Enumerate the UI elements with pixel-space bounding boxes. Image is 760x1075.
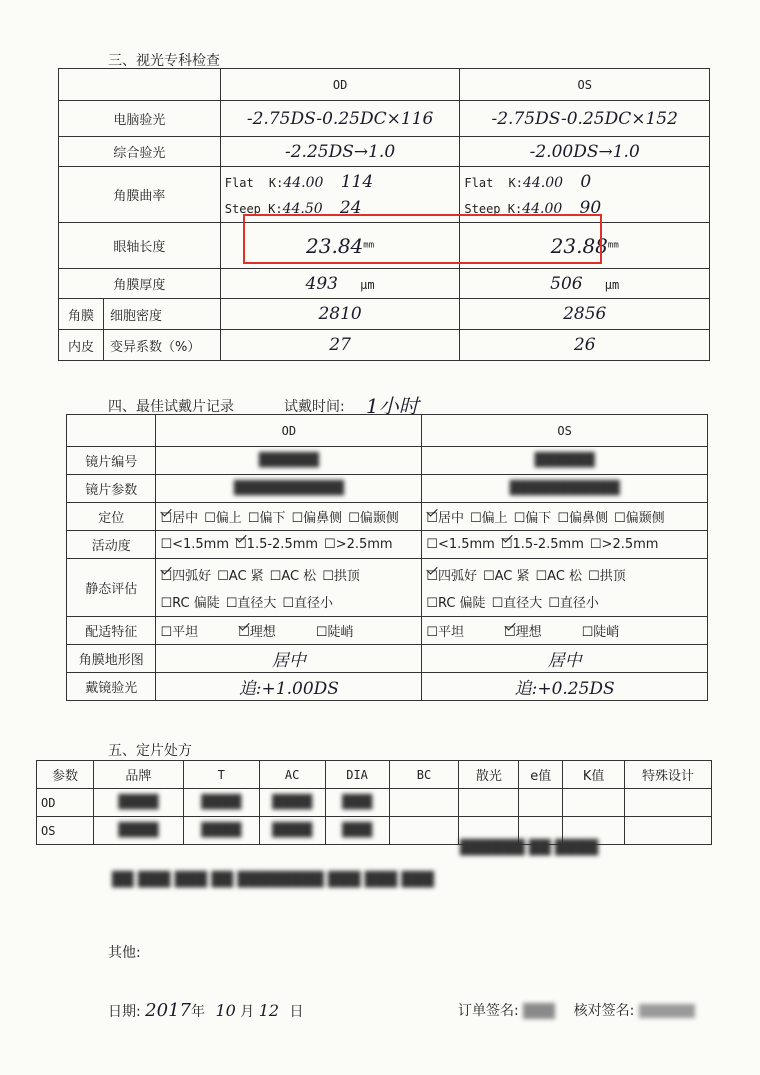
od-fit-options <box>156 617 422 645</box>
od-flat-line: Flat K:44.00 114 <box>224 171 374 192</box>
row-label: 角膜地形图 <box>67 645 156 673</box>
empty-box-icon: ☐ <box>324 537 336 552</box>
empty-box-icon: ☐ <box>426 595 438 611</box>
date-label: 日期: <box>108 1004 141 1020</box>
special-cell <box>625 789 712 817</box>
trial-time-value: 1小时 <box>366 394 419 418</box>
header-t: T <box>183 761 259 789</box>
checkbox-label: 理想 <box>249 625 276 640</box>
date-month: 10 <box>215 1001 236 1020</box>
checkbox-option[interactable] <box>470 511 508 526</box>
checkbox-option[interactable] <box>291 511 342 526</box>
header-dia: DIA <box>325 761 389 789</box>
od-thickness: 493 μm <box>220 269 460 299</box>
empty-box-icon: ☐ <box>426 625 438 640</box>
checkbox-label: 拱顶 <box>599 568 626 584</box>
corneal-thickness-row <box>59 269 710 299</box>
checkbox-label: 平坦 <box>437 625 464 640</box>
checkbox-option[interactable] <box>588 569 626 584</box>
checkbox-option[interactable] <box>614 511 665 526</box>
os-centration-options <box>422 503 708 531</box>
header-param: 参数 <box>37 761 94 789</box>
checkbox-option[interactable] <box>483 569 530 584</box>
other-label: 其他: <box>108 945 141 961</box>
od-over-refraction: 追:+1.00DS <box>156 673 422 701</box>
checkbox-label: 直径小 <box>559 595 599 611</box>
empty-box-icon: ☐ <box>426 537 438 552</box>
checkbox-option[interactable] <box>492 596 543 611</box>
brand-value: ████ <box>118 795 159 810</box>
order-signature <box>523 1003 555 1019</box>
trial-lens-table <box>66 414 708 701</box>
trial-time-label: 试戴时间: <box>284 399 345 415</box>
checkbox-option[interactable] <box>426 569 477 584</box>
empty-box-icon: ☐ <box>225 595 238 611</box>
section4-title: 四、最佳试戴片记录 <box>108 399 234 415</box>
header-astig: 散光 <box>459 761 519 789</box>
k-cell <box>563 789 625 817</box>
empty-box-icon: ☐ <box>160 625 173 640</box>
endothelium-label-bottom: 内皮 <box>67 339 94 355</box>
checkbox-option[interactable] <box>426 625 464 640</box>
checkbox-label: 居中 <box>172 511 199 526</box>
empty-box-icon: ☐ <box>322 568 334 584</box>
od-lens-no: ██████ <box>258 453 319 468</box>
os-value: -2.00DS→1.0 <box>460 137 710 167</box>
empty-box-icon: ☐ <box>217 568 229 584</box>
static-row <box>67 559 708 617</box>
lens-params-row <box>67 475 708 503</box>
checkbox-label: 偏下 <box>259 511 286 526</box>
row-label: 角膜曲率 <box>59 167 221 223</box>
empty-box-icon: ☐ <box>589 537 602 552</box>
os-fit-options <box>422 617 708 645</box>
header-ac: AC <box>259 761 325 789</box>
date-month-unit: 月 <box>240 1004 255 1020</box>
checkbox-label: 偏上 <box>481 511 508 526</box>
checkbox-option[interactable] <box>582 625 620 640</box>
empty-box-icon: ☐ <box>588 568 600 584</box>
section3-title: 三、视光专科检查 <box>108 53 220 69</box>
header-blank <box>59 69 221 101</box>
os-static-line1 <box>426 565 703 584</box>
endothelium-label-top: 角膜 <box>67 308 94 324</box>
os-header: OS <box>460 69 710 101</box>
cell-density-label: 细胞密度 <box>103 299 162 329</box>
checkbox-option[interactable] <box>160 537 229 552</box>
os-header: OS <box>422 415 708 447</box>
fit-row <box>67 617 708 645</box>
header-k: K值 <box>563 761 625 789</box>
header-bc: BC <box>389 761 459 789</box>
checkbox-option[interactable] <box>504 625 542 640</box>
prescription-row-od <box>37 789 712 817</box>
header-e: e值 <box>519 761 563 789</box>
empty-box-icon: ☐ <box>269 568 282 584</box>
axial-length-highlight <box>243 214 602 264</box>
checkbox-label: RC 偏陡 <box>437 595 486 611</box>
row-label: 配适特征 <box>67 617 156 645</box>
checkbox-label: 直径小 <box>294 595 334 611</box>
os-steep-line: Steep K:44.00 90 <box>464 197 602 218</box>
cv-label: 变异系数（%） <box>103 330 200 360</box>
od-value: -2.75DS-0.25DC×116 <box>220 101 460 137</box>
date-year: 2017 <box>145 1000 191 1021</box>
checked-box-icon: ☐ <box>160 511 173 526</box>
od-axial: $23.84^{mm}$ <box>220 223 460 269</box>
os-cv: 26 <box>460 330 710 361</box>
os-topography: 居中 <box>422 645 708 673</box>
date-day: 12 <box>258 1001 280 1020</box>
os-value: -2.75DS-0.25DC×152 <box>460 101 710 137</box>
checkbox-label: 偏鼻侧 <box>568 511 608 526</box>
empty-box-icon: ☐ <box>204 511 216 526</box>
checkbox-label: 直径大 <box>503 595 543 611</box>
od-static-options <box>156 559 422 617</box>
checkbox-label: 偏鼻侧 <box>303 511 343 526</box>
checkbox-option[interactable] <box>160 569 211 584</box>
row-label: 电脑验光 <box>59 101 221 137</box>
checkbox-label: AC 紧 <box>228 568 264 584</box>
od-header: OD <box>156 415 422 447</box>
prescription-table <box>36 760 712 845</box>
checkbox-label: 四弧好 <box>437 568 477 584</box>
checkbox-option[interactable] <box>426 511 464 526</box>
checkbox-option[interactable] <box>426 596 485 611</box>
bc-cell <box>389 789 459 817</box>
os-cell-density: 2856 <box>460 299 710 330</box>
cv-row <box>59 330 710 361</box>
od-lens-params: ███████████ <box>233 481 344 496</box>
checkbox-option[interactable] <box>217 569 264 584</box>
empty-box-icon: ☐ <box>535 568 548 584</box>
checkbox-label: 1.5-2.5mm <box>246 537 319 552</box>
centration-row <box>67 503 708 531</box>
checkbox-label: 拱顶 <box>333 568 360 584</box>
empty-box-icon: ☐ <box>491 595 504 611</box>
checkbox-label: <1.5mm <box>172 537 230 552</box>
checked-box-icon: ☐ <box>500 537 513 552</box>
od-topography: 居中 <box>156 645 422 673</box>
empty-box-icon: ☐ <box>160 595 173 611</box>
checkbox-option[interactable] <box>160 625 198 640</box>
checkbox-label: AC 松 <box>281 568 317 584</box>
topography-row <box>67 645 708 673</box>
checkbox-option[interactable] <box>204 511 242 526</box>
order-sign-label: 订单签名: <box>458 1003 519 1019</box>
empty-box-icon: ☐ <box>291 511 304 526</box>
checked-box-icon: ☐ <box>426 568 438 584</box>
checkbox-label: 陡峭 <box>327 625 354 640</box>
checked-box-icon: ☐ <box>238 625 250 640</box>
checkbox-option[interactable] <box>160 596 219 611</box>
checked-box-icon: ☐ <box>503 625 516 640</box>
checkbox-option[interactable] <box>248 511 286 526</box>
dia-value: ███ <box>342 795 373 810</box>
os-axial: $23.88^{mm}$ <box>460 223 710 269</box>
subjective-refraction-row <box>59 137 710 167</box>
prescription-row-os <box>37 817 712 845</box>
empty-box-icon: ☐ <box>315 625 328 640</box>
empty-box-icon: ☐ <box>548 595 560 611</box>
checkbox-option[interactable] <box>226 596 277 611</box>
os-flat-line: Flat K:44.00 0 <box>464 171 592 192</box>
check-signature <box>639 1004 695 1018</box>
checkbox-option[interactable] <box>160 511 198 526</box>
os-over-refraction: 追:+0.25DS <box>422 673 708 701</box>
checkbox-option[interactable] <box>501 537 584 552</box>
t-value: ████ <box>201 795 242 810</box>
row-label: 综合验光 <box>59 137 221 167</box>
checkbox-label: >2.5mm <box>601 537 659 552</box>
checkbox-option[interactable] <box>316 625 354 640</box>
redacted-note-2: ██ ███ ███ ██ ████████ ███ ███ ███ <box>112 872 434 888</box>
od-static-line1 <box>160 565 417 584</box>
empty-box-icon: ☐ <box>160 537 173 552</box>
prescription-header-row <box>37 761 712 789</box>
empty-box-icon: ☐ <box>469 511 482 526</box>
endothelium-group <box>59 299 221 330</box>
dia-value: ███ <box>342 823 373 838</box>
checkbox-label: 1.5-2.5mm <box>512 537 584 552</box>
date-year-unit: 年 <box>190 1004 205 1020</box>
astig-cell <box>459 789 519 817</box>
over-refraction-row <box>67 673 708 701</box>
eye-label: OS <box>37 817 94 845</box>
lens-no-row <box>67 447 708 475</box>
checkbox-label: 理想 <box>515 625 542 640</box>
header-blank <box>67 415 156 447</box>
os-lens-params: ███████████ <box>509 481 620 496</box>
os-static-options <box>422 559 708 617</box>
movement-row <box>67 531 708 559</box>
checked-box-icon: ☐ <box>426 511 438 526</box>
checkbox-label: RC 偏陡 <box>172 595 220 611</box>
row-label: 定位 <box>67 503 156 531</box>
od-static-line2 <box>160 592 417 611</box>
empty-box-icon: ☐ <box>247 511 260 526</box>
checkbox-option[interactable] <box>348 511 399 526</box>
checkbox-option[interactable] <box>235 537 318 552</box>
ac-value: ████ <box>272 823 313 838</box>
empty-box-icon: ☐ <box>613 511 626 526</box>
bc-cell <box>389 817 459 845</box>
header-brand: 品牌 <box>93 761 183 789</box>
endothelium-group-2 <box>59 330 221 361</box>
empty-box-icon: ☐ <box>513 511 526 526</box>
checkbox-label: 偏颞侧 <box>359 511 399 526</box>
ac-value: ████ <box>272 795 313 810</box>
brand-value: ████ <box>118 823 159 838</box>
checkbox-option[interactable] <box>557 511 608 526</box>
row-label: 静态评估 <box>67 559 156 617</box>
checkbox-label: AC 松 <box>547 568 583 584</box>
checkbox-label: 偏上 <box>215 511 242 526</box>
checkbox-label: >2.5mm <box>335 537 393 552</box>
empty-box-icon: ☐ <box>557 511 569 526</box>
computer-refraction-row <box>59 101 710 137</box>
t-value: ████ <box>201 823 242 838</box>
checkbox-option[interactable] <box>514 511 552 526</box>
e-cell <box>519 789 563 817</box>
checked-box-icon: ☐ <box>235 537 247 552</box>
row-label: 眼轴长度 <box>59 223 221 269</box>
checkbox-option[interactable] <box>548 596 599 611</box>
od-header: OD <box>220 69 460 101</box>
checkbox-option[interactable] <box>270 569 317 584</box>
redacted-note-1: ██████ ██ ████ <box>460 840 599 856</box>
checkbox-label: <1.5mm <box>437 537 495 552</box>
od-cv: 27 <box>220 330 460 361</box>
checkbox-option[interactable] <box>324 537 393 552</box>
eye-label: OD <box>37 789 94 817</box>
section5-title: 五、定片处方 <box>108 743 192 759</box>
checkbox-option[interactable] <box>590 537 659 552</box>
checkbox-label: 偏下 <box>525 511 552 526</box>
row-label: 戴镜验光 <box>67 673 156 701</box>
od-value: -2.25DS→1.0 <box>220 137 460 167</box>
checkbox-label: 居中 <box>437 511 464 526</box>
date-day-unit: 日 <box>289 1004 304 1020</box>
checkbox-option[interactable] <box>238 625 276 640</box>
check-sign-label: 核对签名: <box>573 1003 635 1019</box>
empty-box-icon: ☐ <box>282 595 295 611</box>
signature-line <box>458 1000 695 1020</box>
row-label: 活动度 <box>67 531 156 559</box>
od-centration-options <box>156 503 422 531</box>
checkbox-option[interactable] <box>282 596 333 611</box>
empty-box-icon: ☐ <box>482 568 495 584</box>
row-label: 角膜厚度 <box>59 269 221 299</box>
row-label: 镜片编号 <box>67 447 156 475</box>
cell-density-row <box>59 299 710 330</box>
checkbox-label: 偏颞侧 <box>625 511 665 526</box>
row-label: 镜片参数 <box>67 475 156 503</box>
checkbox-label: AC 紧 <box>494 568 530 584</box>
os-thickness: 506 μm <box>460 269 710 299</box>
checkbox-label: 陡峭 <box>593 625 620 640</box>
os-static-line2 <box>426 592 703 611</box>
checkbox-label: 平坦 <box>172 625 199 640</box>
empty-box-icon: ☐ <box>581 625 594 640</box>
checkbox-option[interactable] <box>322 569 360 584</box>
header-special: 特殊设计 <box>625 761 712 789</box>
od-movement-options <box>156 531 422 559</box>
date-line <box>108 1000 304 1021</box>
od-cell-density: 2810 <box>220 299 460 330</box>
checkbox-option[interactable] <box>426 537 495 552</box>
os-lens-no: ██████ <box>534 453 595 468</box>
os-movement-options <box>422 531 708 559</box>
empty-box-icon: ☐ <box>348 511 360 526</box>
special-cell <box>625 817 712 845</box>
checkbox-option[interactable] <box>536 569 583 584</box>
checked-box-icon: ☐ <box>160 568 173 584</box>
od-steep-line: Steep K:44.50 24 <box>224 197 362 218</box>
checkbox-label: 直径大 <box>237 595 277 611</box>
checkbox-label: 四弧好 <box>172 568 212 584</box>
